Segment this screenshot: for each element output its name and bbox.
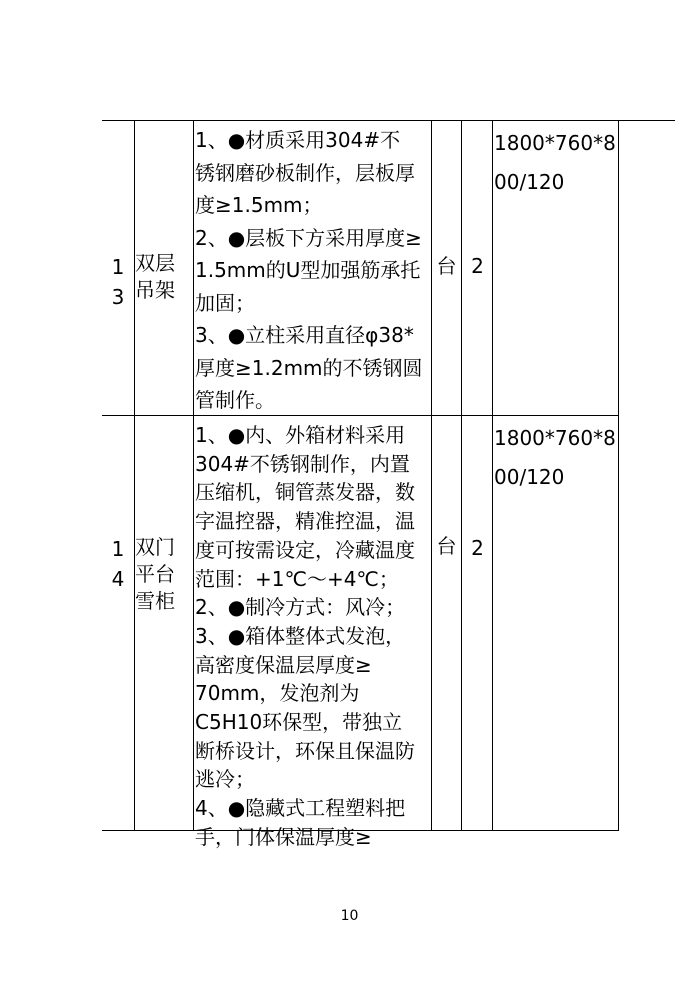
column-divider-6	[618, 120, 619, 831]
column-divider-2	[193, 120, 194, 831]
item-unit: 台	[436, 534, 457, 558]
column-divider-3	[431, 120, 432, 831]
item-unit: 台	[436, 254, 457, 278]
item-size: 1800*760*8 00/120	[494, 426, 616, 489]
item-description: 1、●材质采用304#不 锈钢磨砂板制作，层板厚 度≥1.5mm； 2、●层板下方采用厚度≥ 1.5mm的U型加强筋承托 加固； 3、●立柱采用直径φ38* 厚度≥1.2mm的不锈钢圆 管制作。	[195, 128, 423, 412]
row-number: 1 3	[111, 255, 125, 309]
page-number: 10	[340, 908, 359, 924]
column-divider-1	[134, 120, 135, 831]
column-divider-4	[461, 120, 462, 831]
item-quantity: 2	[471, 254, 484, 278]
item-name: 双层 吊架	[135, 251, 175, 302]
item-size: 1800*760*8 00/120	[494, 131, 616, 194]
item-description: 1、●内、外箱材料采用 304#不锈钢制作，内置 压缩机，铜管蒸发器，数 字温控器，精准控温，温 度可按需设定，冷藏温度 范围：+1℃～+4℃； 2、●制冷方式：风冷； 3、●箱体整体式发泡， 高密度保温层厚度≥ 70mm，发泡剂为 C5H10环保型，带独立 断桥设计，环保且保温防 逃冷； 4、●隐藏式工程塑料把 手，门体保温厚度≥	[195, 423, 415, 849]
column-divider-5	[492, 120, 493, 831]
table-top-border	[102, 120, 675, 121]
row-number: 1 4	[111, 537, 125, 591]
item-name: 双门 平台 雪柜	[135, 535, 175, 613]
item-quantity: 2	[471, 536, 484, 560]
